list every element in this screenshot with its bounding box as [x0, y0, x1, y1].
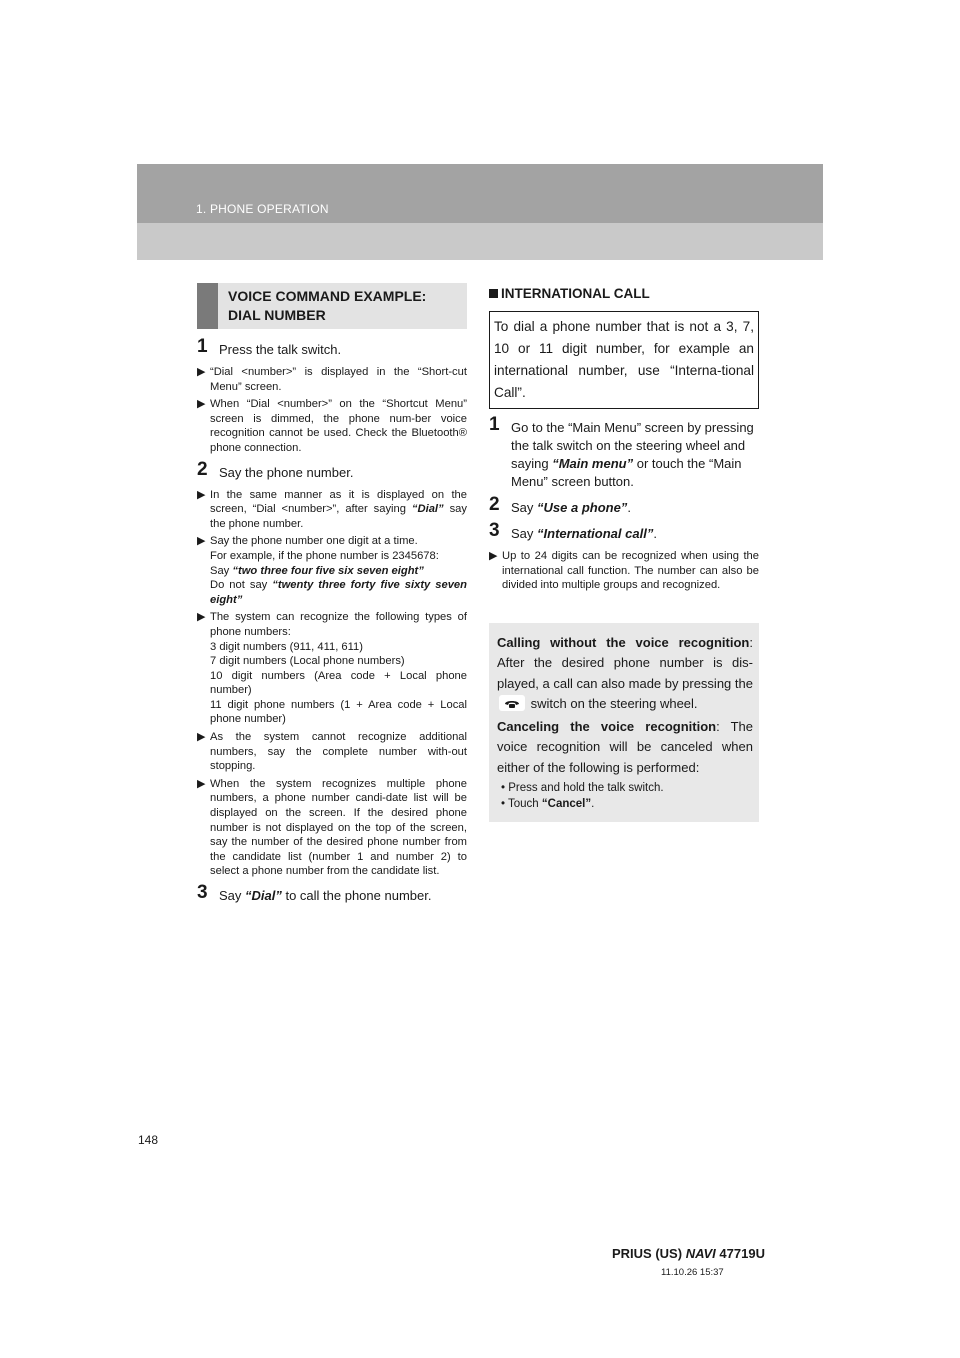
page-header — [137, 164, 823, 260]
step-1: 1 Press the talk switch. — [197, 336, 342, 357]
bullet-icon: ▶ — [197, 731, 206, 744]
step-3: 3 Say “Dial” to call the phone number. — [197, 882, 432, 903]
bullet-icon: ▶ — [197, 488, 206, 501]
note-box: Calling without the voice recognition: After the desired phone number is dis-played, a call can also made by pressing the switch on the steering wheel. Canceling the voice recognition: The voice recognition will be canceled when either of the following is performed: • Press and hold the talk switch. • Touch “Cancel”. — [489, 623, 759, 823]
bullet: ▶ As the system cannot recognize additional numbers, say the complete number with-out stopping. — [197, 731, 467, 773]
box-accent-bar — [197, 283, 218, 329]
square-bullet-icon — [489, 289, 498, 298]
footer-date: 11.10.26 15:37 — [661, 1267, 724, 1278]
voice-command-title: VOICE COMMAND EXAMPLE: DIAL NUMBER — [228, 288, 427, 323]
bullet: ▶ Up to 24 digits can be recognized when using the international call function. The number can also be divided into multiple groups and recognized. — [489, 550, 759, 592]
step-2: 2 Say “Use a phone”. — [489, 494, 631, 515]
voice-command-box — [197, 283, 467, 329]
section-header-title: 1. PHONE OPERATION — [196, 202, 329, 216]
right-column — [489, 283, 759, 822]
bullet-icon: ▶ — [197, 398, 206, 411]
bullet-icon: ▶ — [197, 366, 206, 378]
bullet: ▶ Say the phone number one digit at a time. For example, if the phone number is 2345678: Say “two three four five six seven eight” Do not say “twenty three forty five sixty seven eight” — [197, 535, 467, 606]
bullet: ▶ When the system recognizes multiple phone numbers, a phone number candi-date list will be displayed on the screen. If the desired phone number is not displayed on the top of the screen, say the number of the desired phone number from the candidate list (number 1 and number 2) to select a phone number from the candidate list. — [197, 777, 467, 878]
bullet: ▶ “Dial <number>” is displayed in the “Short-cut Menu” screen. — [197, 366, 467, 393]
left-column — [197, 283, 467, 911]
step-1: 1 Go to the “Main Menu” screen by pressing the talk switch on the steering wheel and saying “Main menu” or touch the “Main Menu” screen button. — [489, 414, 754, 489]
step-2: 2 Say the phone number. — [197, 458, 354, 480]
bullet-icon: ▶ — [197, 611, 206, 624]
bullet: ▶ The system can recognize the following types of phone numbers: 3 digit numbers (911, 411, 611) 7 digit numbers (Local phone numbers) 10 digit numbers (Area code + Local phone number) 11 digit phone numbers (1 + Area code + Local phone number) — [197, 611, 467, 726]
note-item: • Touch “Cancel”. — [501, 798, 595, 811]
phone-icon — [499, 695, 525, 711]
bullet: ▶ In the same manner as it is displayed on the screen, “Dial <number>”, after saying “Dial” say the phone number. — [197, 488, 467, 530]
bullet-icon: ▶ — [197, 535, 206, 548]
section-title: INTERNATIONAL CALL — [489, 286, 759, 301]
bullet-icon: ▶ — [489, 550, 498, 562]
note-item: • Press and hold the talk switch. — [501, 782, 664, 795]
footer-model: PRIUS (US) NAVI 47719U — [612, 1246, 765, 1261]
page-number: 148 — [138, 1133, 159, 1147]
bullet: ▶ When “Dial <number>” on the “Shortcut Menu” screen is dimmed, the phone num-ber voice recognition cannot be used. Check the Bluetooth® phone connection. — [197, 398, 467, 454]
step-3: 3 Say “International call”. — [489, 520, 657, 541]
intro-box: To dial a phone number that is not a 3, 7, 10 or 11 digit number, for example an international number, use “Interna-tional Call”. — [489, 311, 759, 409]
bullet-icon: ▶ — [197, 777, 206, 790]
